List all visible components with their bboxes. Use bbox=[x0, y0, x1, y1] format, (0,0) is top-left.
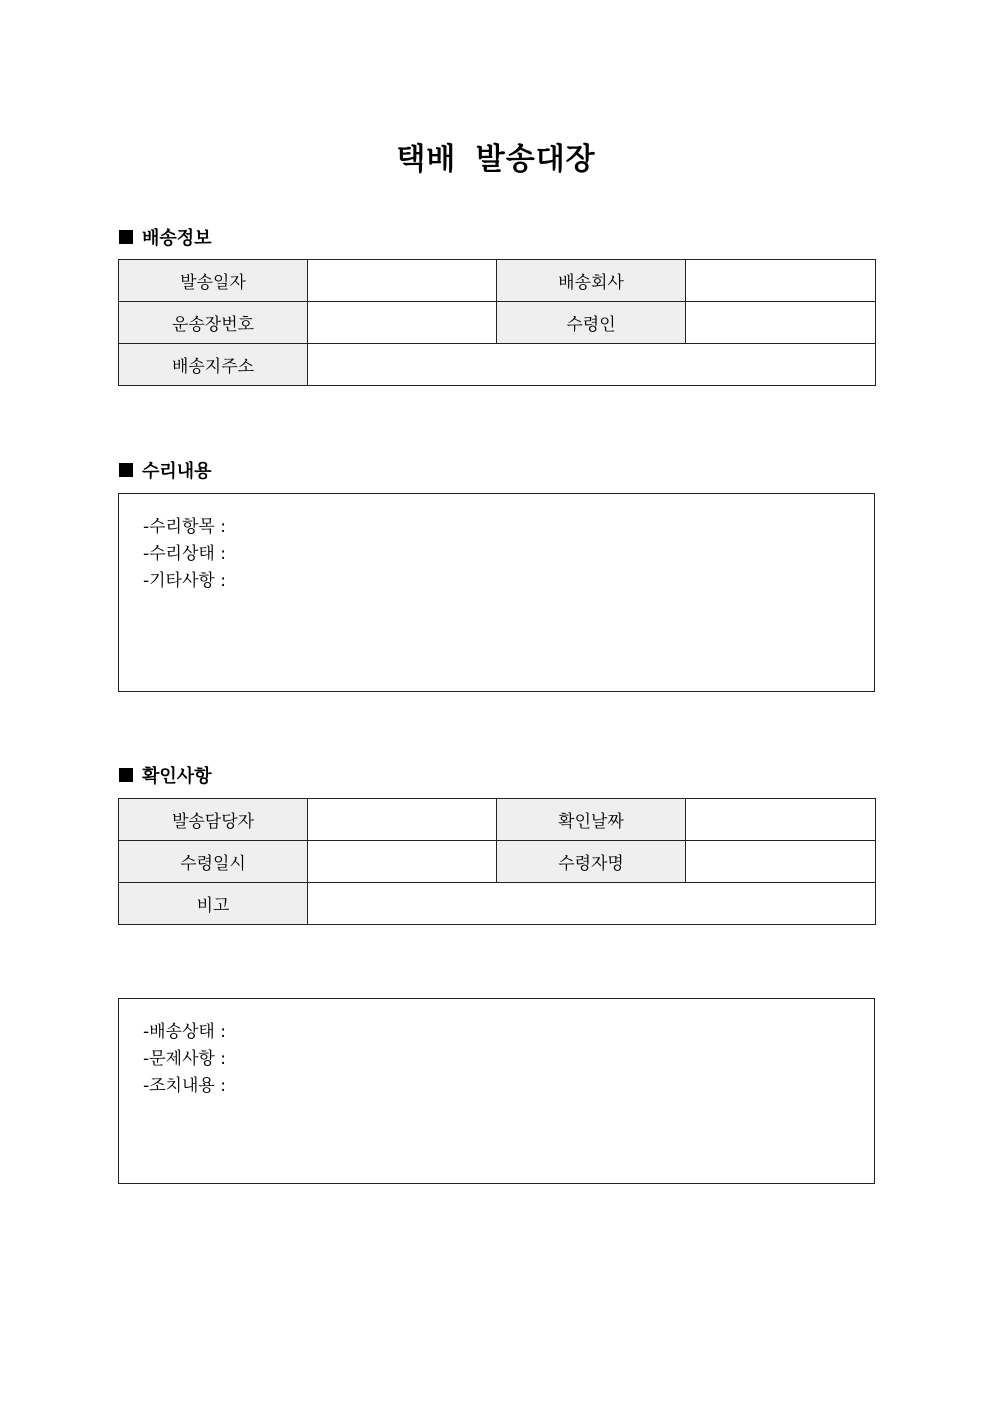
received-datetime-label: 수령일시 bbox=[119, 841, 308, 883]
table-row bbox=[119, 883, 876, 925]
ship-date-field[interactable] bbox=[308, 260, 497, 302]
remarks-label: 비고 bbox=[119, 883, 308, 925]
repair-item-line: -수리항목 : bbox=[143, 517, 226, 537]
recipient-field[interactable] bbox=[686, 302, 876, 344]
repair-heading bbox=[119, 457, 212, 483]
repair-notes bbox=[143, 514, 226, 595]
document-title: 택배 발송대장 bbox=[396, 142, 596, 177]
tracking-number-label: 운송장번호 bbox=[119, 302, 308, 344]
confirmation-heading-text: 확인사항 bbox=[142, 766, 212, 787]
square-bullet-icon bbox=[119, 230, 133, 244]
received-datetime-field[interactable] bbox=[308, 841, 497, 883]
repair-notes-box[interactable] bbox=[118, 493, 875, 692]
recipient-label: 수령인 bbox=[497, 302, 686, 344]
courier-label: 배송회사 bbox=[497, 260, 686, 302]
remarks-field[interactable] bbox=[308, 883, 876, 925]
receiver-name-field[interactable] bbox=[686, 841, 876, 883]
confirmation-table bbox=[118, 798, 876, 925]
shipping-info-table bbox=[118, 259, 876, 386]
table-row bbox=[119, 841, 876, 883]
sender-staff-label: 발송담당자 bbox=[119, 799, 308, 841]
receiver-name-label: 수령자명 bbox=[497, 841, 686, 883]
delivery-address-label: 배송지주소 bbox=[119, 344, 308, 386]
confirm-date-field[interactable] bbox=[686, 799, 876, 841]
shipping-info-heading-text: 배송정보 bbox=[142, 228, 212, 249]
action-line: -조치내용 : bbox=[143, 1076, 226, 1096]
table-row bbox=[119, 302, 876, 344]
shipping-info-heading bbox=[119, 224, 212, 250]
delivery-notes bbox=[143, 1019, 226, 1100]
ship-date-label: 발송일자 bbox=[119, 260, 308, 302]
table-row bbox=[119, 344, 876, 386]
delivery-address-field[interactable] bbox=[308, 344, 876, 386]
courier-field[interactable] bbox=[686, 260, 876, 302]
delivery-notes-box[interactable] bbox=[118, 998, 875, 1184]
delivery-status-line: -배송상태 : bbox=[143, 1022, 226, 1042]
issue-line: -문제사항 : bbox=[143, 1049, 226, 1069]
repair-status-line: -수리상태 : bbox=[143, 544, 226, 564]
square-bullet-icon bbox=[119, 768, 133, 782]
confirm-date-label: 확인날짜 bbox=[497, 799, 686, 841]
repair-other-line: -기타사항 : bbox=[143, 571, 226, 591]
table-row bbox=[119, 260, 876, 302]
confirmation-heading bbox=[119, 762, 212, 788]
sender-staff-field[interactable] bbox=[308, 799, 497, 841]
repair-heading-text: 수리내용 bbox=[142, 461, 212, 482]
square-bullet-icon bbox=[119, 463, 133, 477]
table-row bbox=[119, 799, 876, 841]
tracking-number-field[interactable] bbox=[308, 302, 497, 344]
